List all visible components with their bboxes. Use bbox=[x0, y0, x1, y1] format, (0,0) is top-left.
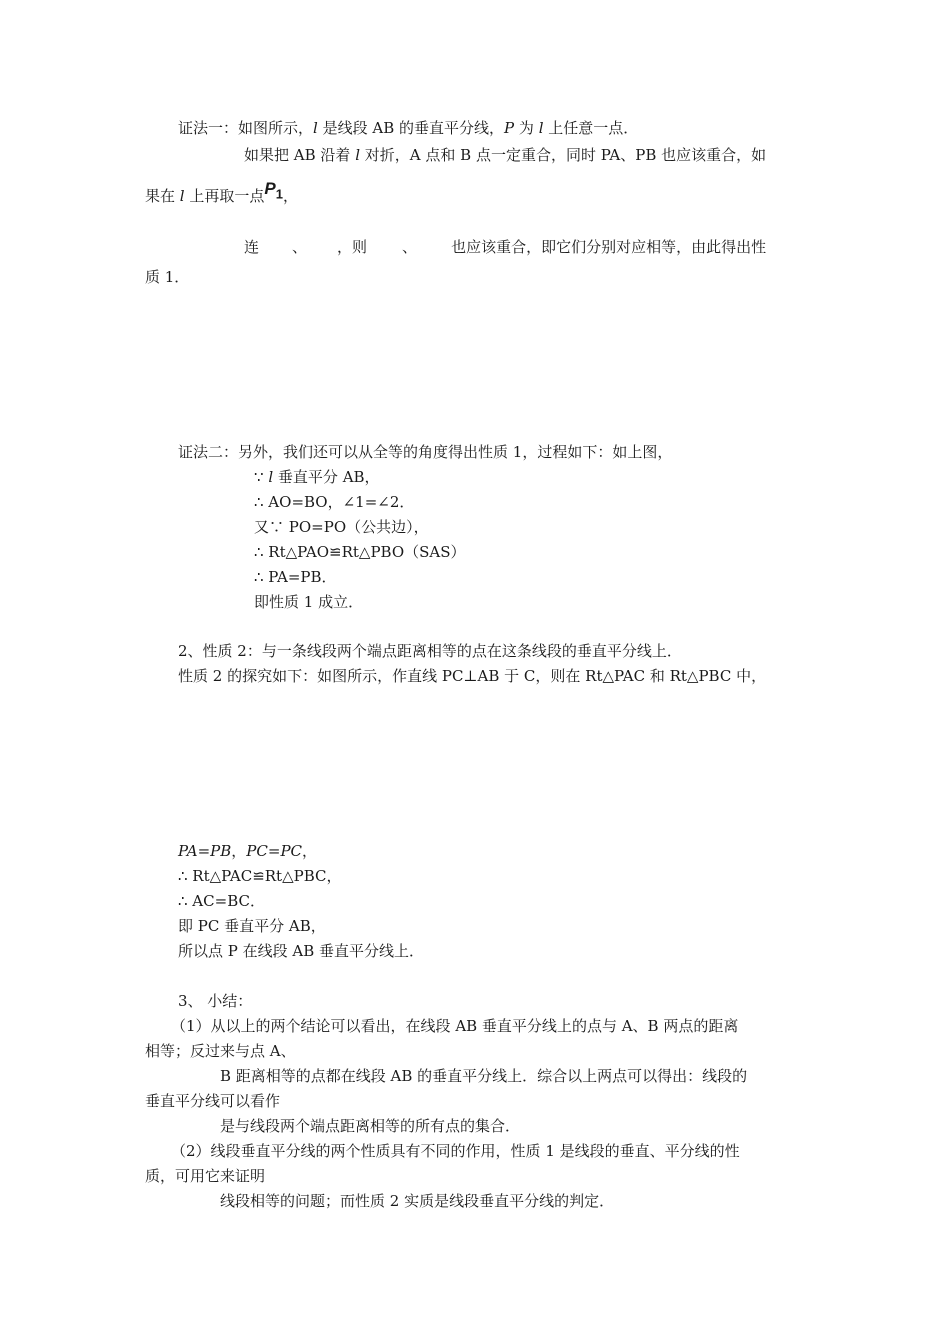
point-p1-letter: P bbox=[264, 179, 276, 198]
summary-p1-line: B 距离相等的点都在线段 AB 的垂直平分线上．综合以上两点可以得出：线段的 bbox=[220, 1067, 748, 1085]
proof1-connect-text: ，则 bbox=[337, 238, 368, 256]
eq-term: PB bbox=[210, 842, 232, 860]
var-l: l bbox=[538, 119, 544, 137]
proof2-step-3: 又∵ PO=PO（公共边）， bbox=[254, 518, 429, 536]
property2-step-4: 所以点 P 在线段 AB 垂直平分线上． bbox=[178, 942, 425, 960]
proof1-connect-text: 也应该重合，即它们分别对应相等，由此得出性 bbox=[451, 238, 767, 256]
proof1-connect-end: 质 1． bbox=[145, 268, 190, 286]
proof2-step-text: 垂直平分 AB， bbox=[277, 468, 380, 486]
eq-term: PC bbox=[246, 842, 268, 860]
summary-p2-line: （2）线段垂直平分线的两个性质具有不同的作用，性质 1 是线段的垂直、平分线的性 bbox=[171, 1142, 740, 1160]
proof1-intro-text: 是线段 AB 的垂直平分线， bbox=[322, 119, 505, 137]
proof1-fold-text: 对折，A 点和 B 点一定重合，同时 PA、PB 也应该重合，如 bbox=[364, 146, 767, 164]
proof1-take-text: ， bbox=[282, 187, 298, 205]
summary-p2-line: 线段相等的问题；而性质 2 实质是线段垂直平分线的判定． bbox=[220, 1192, 615, 1210]
eq-term: PA bbox=[178, 842, 198, 860]
proof1-connect-text: 连 bbox=[244, 238, 260, 256]
proof2-intro: 证法二：另外，我们还可以从全等的角度得出性质 1，过程如下：如上图， bbox=[178, 443, 673, 461]
property2-equalities bbox=[178, 841, 317, 861]
property2-step-3: 即 PC 垂直平分 AB， bbox=[178, 917, 326, 935]
proof1-fold-text: 如果把 AB 沿着 bbox=[244, 146, 351, 164]
proof1-take bbox=[145, 179, 298, 211]
proof1-connect-text: 、 bbox=[402, 238, 418, 256]
summary-p1-line: 相等；反过来与点 A、 bbox=[145, 1042, 296, 1060]
proof1-connect bbox=[244, 237, 766, 257]
proof1-connect-text: 、 bbox=[292, 238, 308, 256]
proof2-step-6: 即性质 1 成立． bbox=[254, 593, 364, 611]
property2-step-2: ∴ AC=BC． bbox=[178, 892, 265, 910]
var-l: l bbox=[268, 468, 274, 486]
point-p1-symbol bbox=[264, 179, 283, 202]
summary-p1-line: （1）从以上的两个结论可以看出，在线段 AB 垂直平分线上的点与 A、B 两点的距离 bbox=[171, 1017, 739, 1035]
var-p: P bbox=[504, 119, 515, 137]
proof2-step-2: ∴ AO=BO，∠1=∠2． bbox=[254, 493, 415, 511]
proof1-fold bbox=[244, 145, 766, 165]
proof2-step-5: ∴ PA=PB． bbox=[254, 568, 337, 586]
property2-explore: 性质 2 的探究如下：如图所示，作直线 PC⊥AB 于 C，则在 Rt△PAC 和 Rt△PBC 中， bbox=[178, 667, 767, 685]
point-p1-subscript: 1 bbox=[275, 186, 283, 202]
proof2-step-1 bbox=[254, 467, 380, 487]
property2-step-1: ∴ Rt△PAC≌Rt△PBC， bbox=[178, 867, 342, 885]
eq-term: PC bbox=[280, 842, 303, 860]
summary-p2-line: 质，可用它来证明 bbox=[145, 1167, 266, 1185]
summary-p1-line: 是与线段两个端点距离相等的所有点的集合． bbox=[220, 1117, 521, 1135]
proof1-intro-text: 证法一：如图所示， bbox=[178, 119, 314, 137]
summary-title: 3、 小结： bbox=[178, 992, 253, 1010]
proof1-take-text: 上再取一点 bbox=[189, 187, 265, 205]
proof1-intro bbox=[178, 118, 638, 138]
proof1-intro-text: 为 bbox=[518, 119, 534, 137]
property2-title: 2、性质 2：与一条线段两个端点距离相等的点在这条线段的垂直平分线上． bbox=[178, 642, 682, 660]
proof1-intro-text: 上任意一点． bbox=[548, 119, 639, 137]
var-l: l bbox=[313, 119, 318, 137]
var-l: l bbox=[179, 187, 185, 205]
eq-sign: = bbox=[197, 842, 211, 860]
eq-sep: ， bbox=[302, 842, 318, 860]
summary-p1-line: 垂直平分线可以看作 bbox=[145, 1092, 281, 1110]
proof2-step-4: ∴ Rt△PAO≌Rt△PBO（SAS） bbox=[254, 543, 466, 561]
proof1-take-text: 果在 bbox=[145, 187, 176, 205]
eq-sep: ， bbox=[231, 842, 247, 860]
because-symbol: ∵ bbox=[254, 468, 264, 486]
var-l: l bbox=[355, 146, 360, 164]
eq-sign: = bbox=[267, 842, 281, 860]
